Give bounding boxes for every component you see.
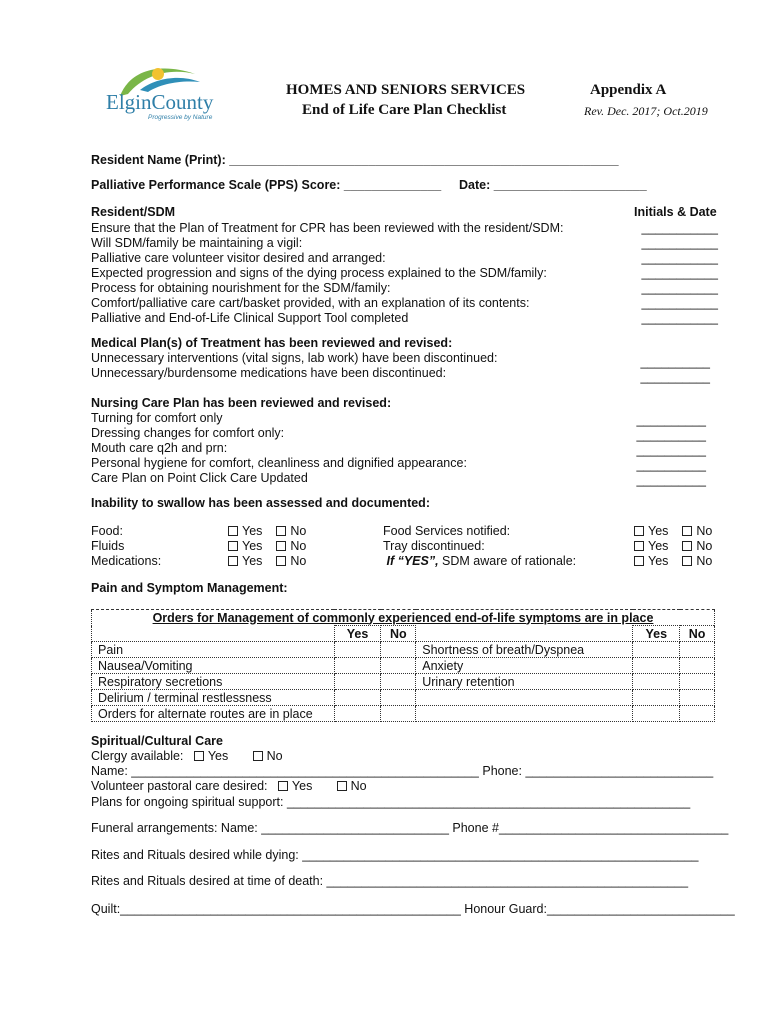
pps-score-field[interactable]: Palliative Performance Scale (PPS) Score: ______________	[91, 178, 442, 192]
yes-cell[interactable]	[334, 690, 381, 706]
yes-checkbox[interactable]: Yes	[228, 524, 262, 538]
list-item: Personal hygiene for comfort, cleanliness and dignified appearance:	[91, 456, 467, 470]
initials-blank[interactable]: ___________	[641, 296, 718, 310]
nursing-initials	[626, 413, 706, 488]
clergy-name-field[interactable]: Name: __________________________________________________ Phone: ___________________________	[91, 764, 714, 778]
initials-blank[interactable]: __________	[640, 370, 710, 384]
swallow-left-options	[228, 524, 306, 569]
medical-heading: Medical Plan(s) of Treatment has been reviewed and revised:	[91, 336, 453, 350]
symptom-cell	[416, 706, 633, 722]
yes-column-header: Yes	[633, 626, 680, 642]
initials-blank[interactable]: ___________	[641, 281, 718, 295]
clergy-row	[91, 749, 283, 763]
appendix-label: Appendix A	[590, 82, 667, 98]
funeral-field[interactable]: Funeral arrangements: Name: ___________________________ Phone #_________________________________	[91, 821, 729, 835]
symptom-cell: Anxiety	[416, 658, 633, 674]
initials-blank[interactable]: __________	[636, 413, 706, 427]
swallow-label: Tray discontinued:	[383, 539, 485, 553]
list-item: Care Plan on Point Click Care Updated	[91, 471, 308, 485]
yes-cell[interactable]	[633, 706, 680, 722]
yes-cell[interactable]	[633, 642, 680, 658]
no-checkbox[interactable]: No	[276, 554, 306, 568]
resident-sdm-initials	[636, 221, 718, 326]
quilt-honour-field[interactable]: Quilt:_________________________________________________ Honour Guard:___________________________	[91, 902, 735, 916]
no-cell[interactable]	[680, 642, 715, 658]
no-checkbox[interactable]: No	[682, 539, 712, 553]
medical-list	[91, 351, 497, 381]
list-item: Mouth care q2h and prn:	[91, 441, 228, 455]
yes-checkbox[interactable]: Yes	[278, 779, 312, 793]
no-checkbox[interactable]: No	[337, 779, 367, 793]
symptom-cell: Respiratory secretions	[92, 674, 335, 690]
list-item: Unnecessary interventions (vital signs, lab work) have been discontinued:	[91, 351, 498, 365]
yes-cell[interactable]	[334, 642, 381, 658]
volunteer-row	[91, 779, 367, 793]
table-row	[92, 642, 715, 658]
symptom-cell	[416, 690, 633, 706]
initials-blank[interactable]: __________	[636, 458, 706, 472]
no-cell[interactable]	[381, 706, 416, 722]
yes-column-header: Yes	[334, 626, 381, 642]
yes-checkbox[interactable]: Yes	[634, 524, 668, 538]
swallow-left-labels	[91, 524, 161, 569]
symptom-orders-table	[91, 609, 715, 722]
yes-checkbox[interactable]: Yes	[634, 539, 668, 553]
initials-blank[interactable]: __________	[636, 428, 706, 442]
swallow-heading: Inability to swallow has been assessed and documented:	[91, 496, 430, 510]
yes-cell[interactable]	[334, 706, 381, 722]
nursing-heading: Nursing Care Plan has been reviewed and revised:	[91, 396, 392, 410]
rites-death-field[interactable]: Rites and Rituals desired at time of death: ____________________________________________________	[91, 874, 689, 888]
initials-blank[interactable]: ___________	[641, 236, 718, 250]
initials-blank[interactable]: __________	[636, 443, 706, 457]
yes-checkbox[interactable]: Yes	[228, 554, 262, 568]
list-item: Palliative care volunteer visitor desired and arranged:	[91, 251, 386, 265]
list-item: Expected progression and signs of the dying process explained to the SDM/family:	[91, 266, 547, 280]
no-column-header: No	[680, 626, 715, 642]
yes-checkbox[interactable]: Yes	[194, 749, 228, 763]
initials-blank[interactable]: ___________	[641, 266, 718, 280]
resident-sdm-list	[91, 221, 563, 326]
list-item: Process for obtaining nourishment for the SDM/family:	[91, 281, 391, 295]
initials-blank[interactable]: __________	[636, 473, 706, 487]
no-cell[interactable]	[680, 658, 715, 674]
no-checkbox[interactable]: No	[682, 524, 712, 538]
no-checkbox[interactable]: No	[682, 554, 712, 568]
revision-label: Rev. Dec. 2017; Oct.2019	[584, 104, 708, 118]
no-cell[interactable]	[680, 674, 715, 690]
symptom-cell: Nausea/Vomiting	[92, 658, 335, 674]
spiritual-plans-field[interactable]: Plans for ongoing spiritual support: __________________________________________________________	[91, 795, 691, 809]
resident-sdm-heading: Resident/SDM	[91, 205, 176, 219]
table-row	[92, 690, 715, 706]
resident-name-field[interactable]: Resident Name (Print): ________________________________________________________	[91, 153, 619, 167]
swallow-label: If “YES”, SDM aware of rationale:	[386, 554, 577, 568]
no-cell[interactable]	[381, 674, 416, 690]
volunteer-label: Volunteer pastoral care desired:	[91, 779, 268, 793]
list-item: Ensure that the Plan of Treatment for CPR has been reviewed with the resident/SDM:	[91, 221, 564, 235]
yes-checkbox[interactable]: Yes	[228, 539, 262, 553]
spiritual-heading: Spiritual/Cultural Care	[91, 734, 223, 748]
list-item: Palliative and End-of-Life Clinical Support Tool completed	[91, 311, 409, 325]
logo	[100, 60, 220, 122]
pain-heading: Pain and Symptom Management:	[91, 581, 288, 595]
no-cell[interactable]	[680, 690, 715, 706]
symptom-cell: Shortness of breath/Dyspnea	[416, 642, 633, 658]
medical-initials	[630, 355, 710, 385]
yes-cell[interactable]	[633, 658, 680, 674]
initials-blank[interactable]: ___________	[641, 221, 718, 235]
no-checkbox[interactable]: No	[276, 524, 306, 538]
yes-checkbox[interactable]: Yes	[634, 554, 668, 568]
list-item: Will SDM/family be maintaining a vigil:	[91, 236, 303, 250]
no-cell[interactable]	[381, 690, 416, 706]
swallow-label: Food:	[91, 524, 123, 538]
clergy-label: Clergy available:	[91, 749, 184, 763]
initials-blank[interactable]: ___________	[641, 251, 718, 265]
orders-table-heading: Orders for Management of commonly experienced end-of-life symptoms are in place	[92, 610, 715, 626]
list-item: Comfort/palliative care cart/basket provided, with an explanation of its contents:	[91, 296, 530, 310]
table-row	[92, 706, 715, 722]
swallow-label: Medications:	[91, 554, 162, 568]
nursing-list	[91, 411, 467, 486]
swallow-right-labels	[383, 524, 576, 569]
yes-cell[interactable]	[633, 690, 680, 706]
logo-tagline: Progressive by Nature	[148, 114, 213, 121]
no-column-header: No	[381, 626, 416, 642]
list-item: Turning for comfort only	[91, 411, 223, 425]
symptom-cell: Orders for alternate routes are in place	[92, 706, 335, 722]
yes-cell[interactable]	[334, 658, 381, 674]
no-checkbox[interactable]: No	[276, 539, 306, 553]
table-row	[92, 674, 715, 690]
date-field[interactable]: Date: ______________________	[459, 178, 647, 192]
doc-title: End of Life Care Plan Checklist	[302, 102, 507, 118]
logo-text: ElginCounty	[106, 90, 214, 114]
org-title: HOMES AND SENIORS SERVICES	[286, 82, 526, 98]
table-row	[92, 658, 715, 674]
no-checkbox[interactable]: No	[253, 749, 283, 763]
initials-date-heading: Initials & Date	[634, 205, 717, 219]
initials-blank[interactable]: ___________	[641, 311, 718, 325]
symptom-cell: Delirium / terminal restlessness	[92, 690, 335, 706]
no-cell[interactable]	[680, 706, 715, 722]
symptom-cell: Pain	[92, 642, 335, 658]
no-cell[interactable]	[381, 642, 416, 658]
list-item: Unnecessary/burdensome medications have been discontinued:	[91, 366, 447, 380]
no-cell[interactable]	[381, 658, 416, 674]
symptom-cell: Urinary retention	[416, 674, 633, 690]
swallow-right-options	[634, 524, 712, 569]
swallow-label: Food Services notified:	[383, 524, 511, 538]
initials-blank[interactable]: __________	[640, 355, 710, 369]
rites-dying-field[interactable]: Rites and Rituals desired while dying: _________________________________________________________	[91, 848, 699, 862]
swallow-label: Fluids	[91, 539, 125, 553]
list-item: Dressing changes for comfort only:	[91, 426, 285, 440]
yes-cell[interactable]	[633, 674, 680, 690]
yes-cell[interactable]	[334, 674, 381, 690]
